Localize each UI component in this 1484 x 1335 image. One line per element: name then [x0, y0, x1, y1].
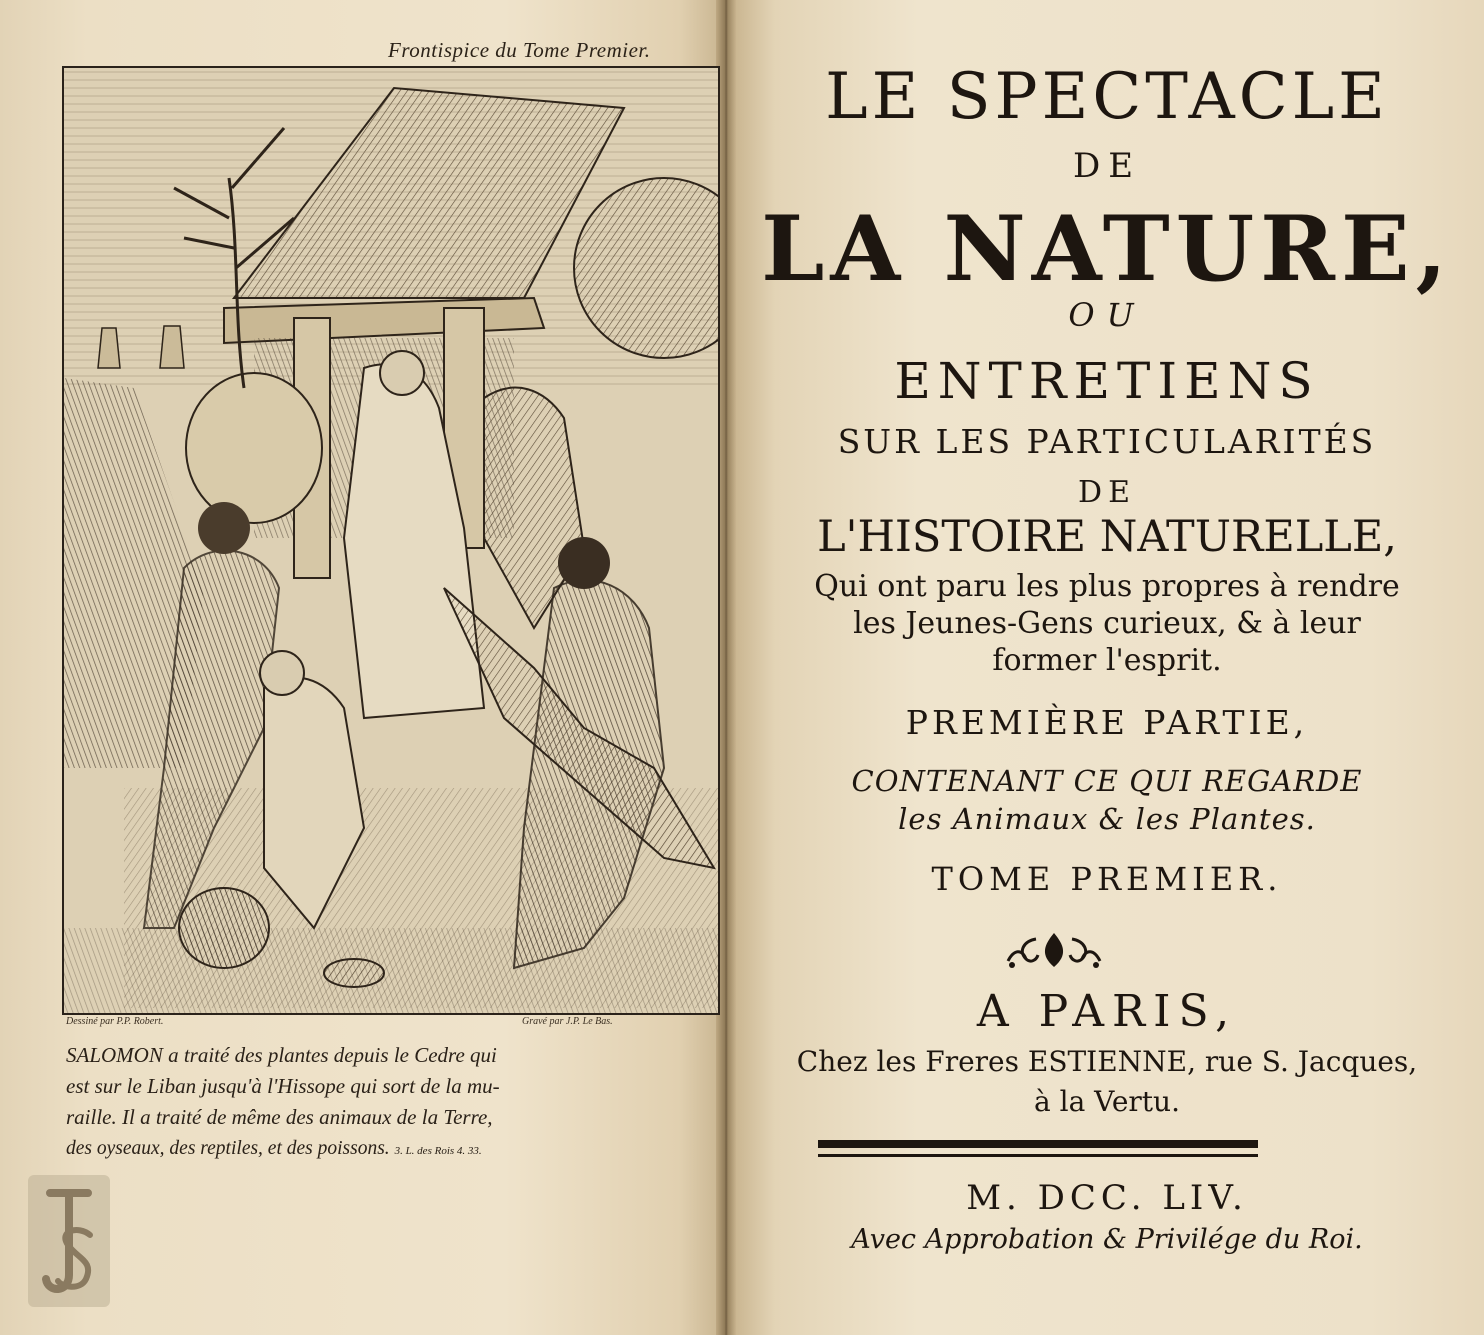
title-contents — [730, 762, 1484, 838]
imprint-date: M. DCC. LIV. — [966, 1178, 1248, 1218]
quote-reference: 3. L. des Rois 4. 33. — [394, 1145, 482, 1157]
publisher-line-1: Chez les Freres ESTIENNE, rue S. Jacques, — [796, 1045, 1418, 1078]
title-ou: OU — [1068, 296, 1146, 334]
title-main: LA NATURE, — [761, 196, 1453, 302]
title-particularites: SUR LES PARTICULARITÉS — [837, 422, 1377, 461]
quote-line-2: est sur le Liban jusqu'à l'Hissope qui sort de la mu- — [66, 1074, 500, 1098]
contents-line-1: CONTENANT CE QUI REGARDE — [851, 764, 1363, 798]
title-line-2: DE — [1072, 146, 1142, 186]
watermark-monogram-icon — [28, 1175, 110, 1307]
title-tome: TOME PREMIER. — [931, 860, 1283, 898]
title-line-1: LE SPECTACLE — [825, 60, 1389, 134]
imprint-privilege: Avec Approbation & Privilége du Roi. — [851, 1224, 1363, 1255]
publisher-line-2: à la Vertu. — [1034, 1085, 1180, 1118]
title-part: PREMIÈRE PARTIE, — [905, 703, 1309, 742]
title-histoire: L'HISTOIRE NATURELLE, — [817, 512, 1397, 562]
quote-line-4 — [66, 1133, 706, 1167]
contents-line-2: les Animaux & les Plantes. — [898, 802, 1316, 836]
credit-designer: Dessiné par P.P. Robert. — [66, 1016, 164, 1027]
engraving-illustration — [64, 68, 718, 1013]
title-description — [730, 568, 1484, 679]
printer-ornament-icon — [1000, 925, 1108, 975]
frontispiece-engraving — [62, 66, 720, 1015]
description-line-2: les Jeunes-Gens curieux, & à leur — [853, 606, 1361, 641]
watermark-logo — [28, 1175, 110, 1307]
description-line-3: former l'esprit. — [992, 643, 1222, 678]
quote-line-3: raille. Il a traité de même des animaux de la Terre, — [66, 1105, 493, 1129]
frontispiece-caption: Frontispice du Tome Premier. — [388, 38, 651, 62]
quote-line-4-text: des oyseaux, des reptiles, et des poissons. — [66, 1138, 390, 1159]
title-de: DE — [1078, 475, 1136, 510]
imprint-publisher — [730, 1042, 1484, 1122]
description-line-1: Qui ont paru les plus propres à rendre — [814, 569, 1400, 604]
frontispiece-quote — [66, 1040, 706, 1167]
title-entretiens: ENTRETIENS — [894, 352, 1320, 410]
credit-engraver: Gravé par J.P. Le Bas. — [522, 1016, 613, 1027]
quote-line-1: SALOMON a traité des plantes depuis le Cedre qui — [66, 1043, 497, 1067]
imprint-city: A PARIS, — [976, 986, 1238, 1037]
double-rule-divider — [818, 1138, 1258, 1164]
